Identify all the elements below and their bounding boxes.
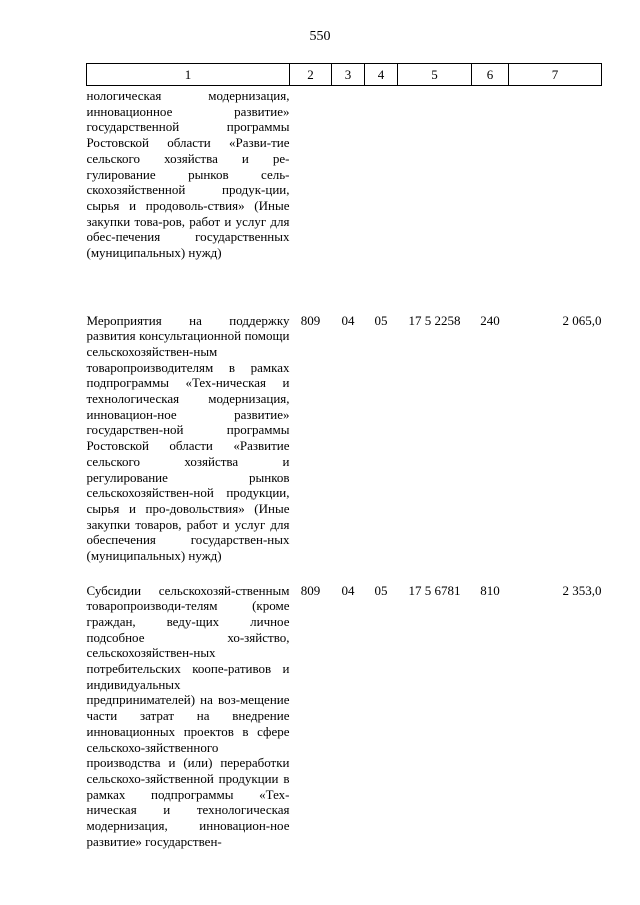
header-col-3: 3 <box>332 64 365 86</box>
table-header <box>87 64 602 86</box>
row-subsection: 05 <box>374 312 388 328</box>
row-subsection: 05 <box>374 582 388 598</box>
row-expense-type <box>472 86 509 313</box>
header-col-5: 5 <box>398 64 472 86</box>
row-description: нологическая модернизация, инновационное развитие» государственной программы Ростовской области «Разви-тие сельского хозяйства и ре-гулирование рынков сель-скохозяйственной продук-ции, сырья и продоволь-ствия» (Иные закупки това-ров, работ и услуг для обес-печения государственных (муниципальных) нужд) <box>86 88 290 261</box>
row-target-item: 17 5 2258 <box>408 312 461 328</box>
header-col-1: 1 <box>87 64 290 86</box>
table-row <box>87 313 602 583</box>
row-section: 04 <box>341 582 355 598</box>
row-amount: 2 065,0 <box>562 312 602 328</box>
row-target-item <box>398 86 472 313</box>
row-description: Субсидии сельскохозяй-ственным товаропроизводи-телям (кроме граждан, веду-щих личное подсобное хо-зяйство, сельскохозяйствен-ных потребительских коопе-ративов и индивидуальных предпринимателей) на воз-мещение части затрат на внедрение инновационных проектов в сфере сельскохо-зяйственного производства и (или) переработки сельскохо-зяйственной продукции в рамках подпрограммы «Тех-ническая и технологическая модернизация, инновацион-ное развитие» государствен- <box>86 582 290 849</box>
row-admin-code: 809 <box>300 582 321 598</box>
table-row <box>87 86 602 313</box>
row-amount: 2 353,0 <box>562 582 602 598</box>
row-expense-type: 810 <box>480 582 500 598</box>
table-body <box>87 86 602 850</box>
table-row <box>87 583 602 850</box>
header-col-2: 2 <box>290 64 332 86</box>
row-admin-code <box>290 86 332 313</box>
header-col-7: 7 <box>509 64 602 86</box>
header-col-4: 4 <box>365 64 398 86</box>
row-amount <box>509 86 602 313</box>
row-section: 04 <box>341 312 355 328</box>
row-subsection <box>365 86 398 313</box>
page-number: 550 <box>309 29 331 44</box>
header-col-6: 6 <box>472 64 509 86</box>
row-admin-code: 809 <box>300 312 321 328</box>
row-section <box>332 86 365 313</box>
row-description: Мероприятия на поддержку развития консультационной помощи сельскохозяйствен-ным товаропроизводителям в рамках подпрограммы «Тех-ническая и технологическая модернизация, инновацион-ное развитие» государствен-ной программы Ростовской области «Развитие сельского хозяйства и регулирование рынков сельскохозяйствен-ной продукции, сырья и про-довольствия» (Иные закупки товаров, работ и услуг для обеспечения государствен-ных (муниципальных) нужд) <box>86 312 290 564</box>
budget-table <box>86 63 602 849</box>
row-target-item: 17 5 6781 <box>408 582 461 598</box>
row-expense-type: 240 <box>480 312 500 328</box>
header-row <box>87 64 602 86</box>
